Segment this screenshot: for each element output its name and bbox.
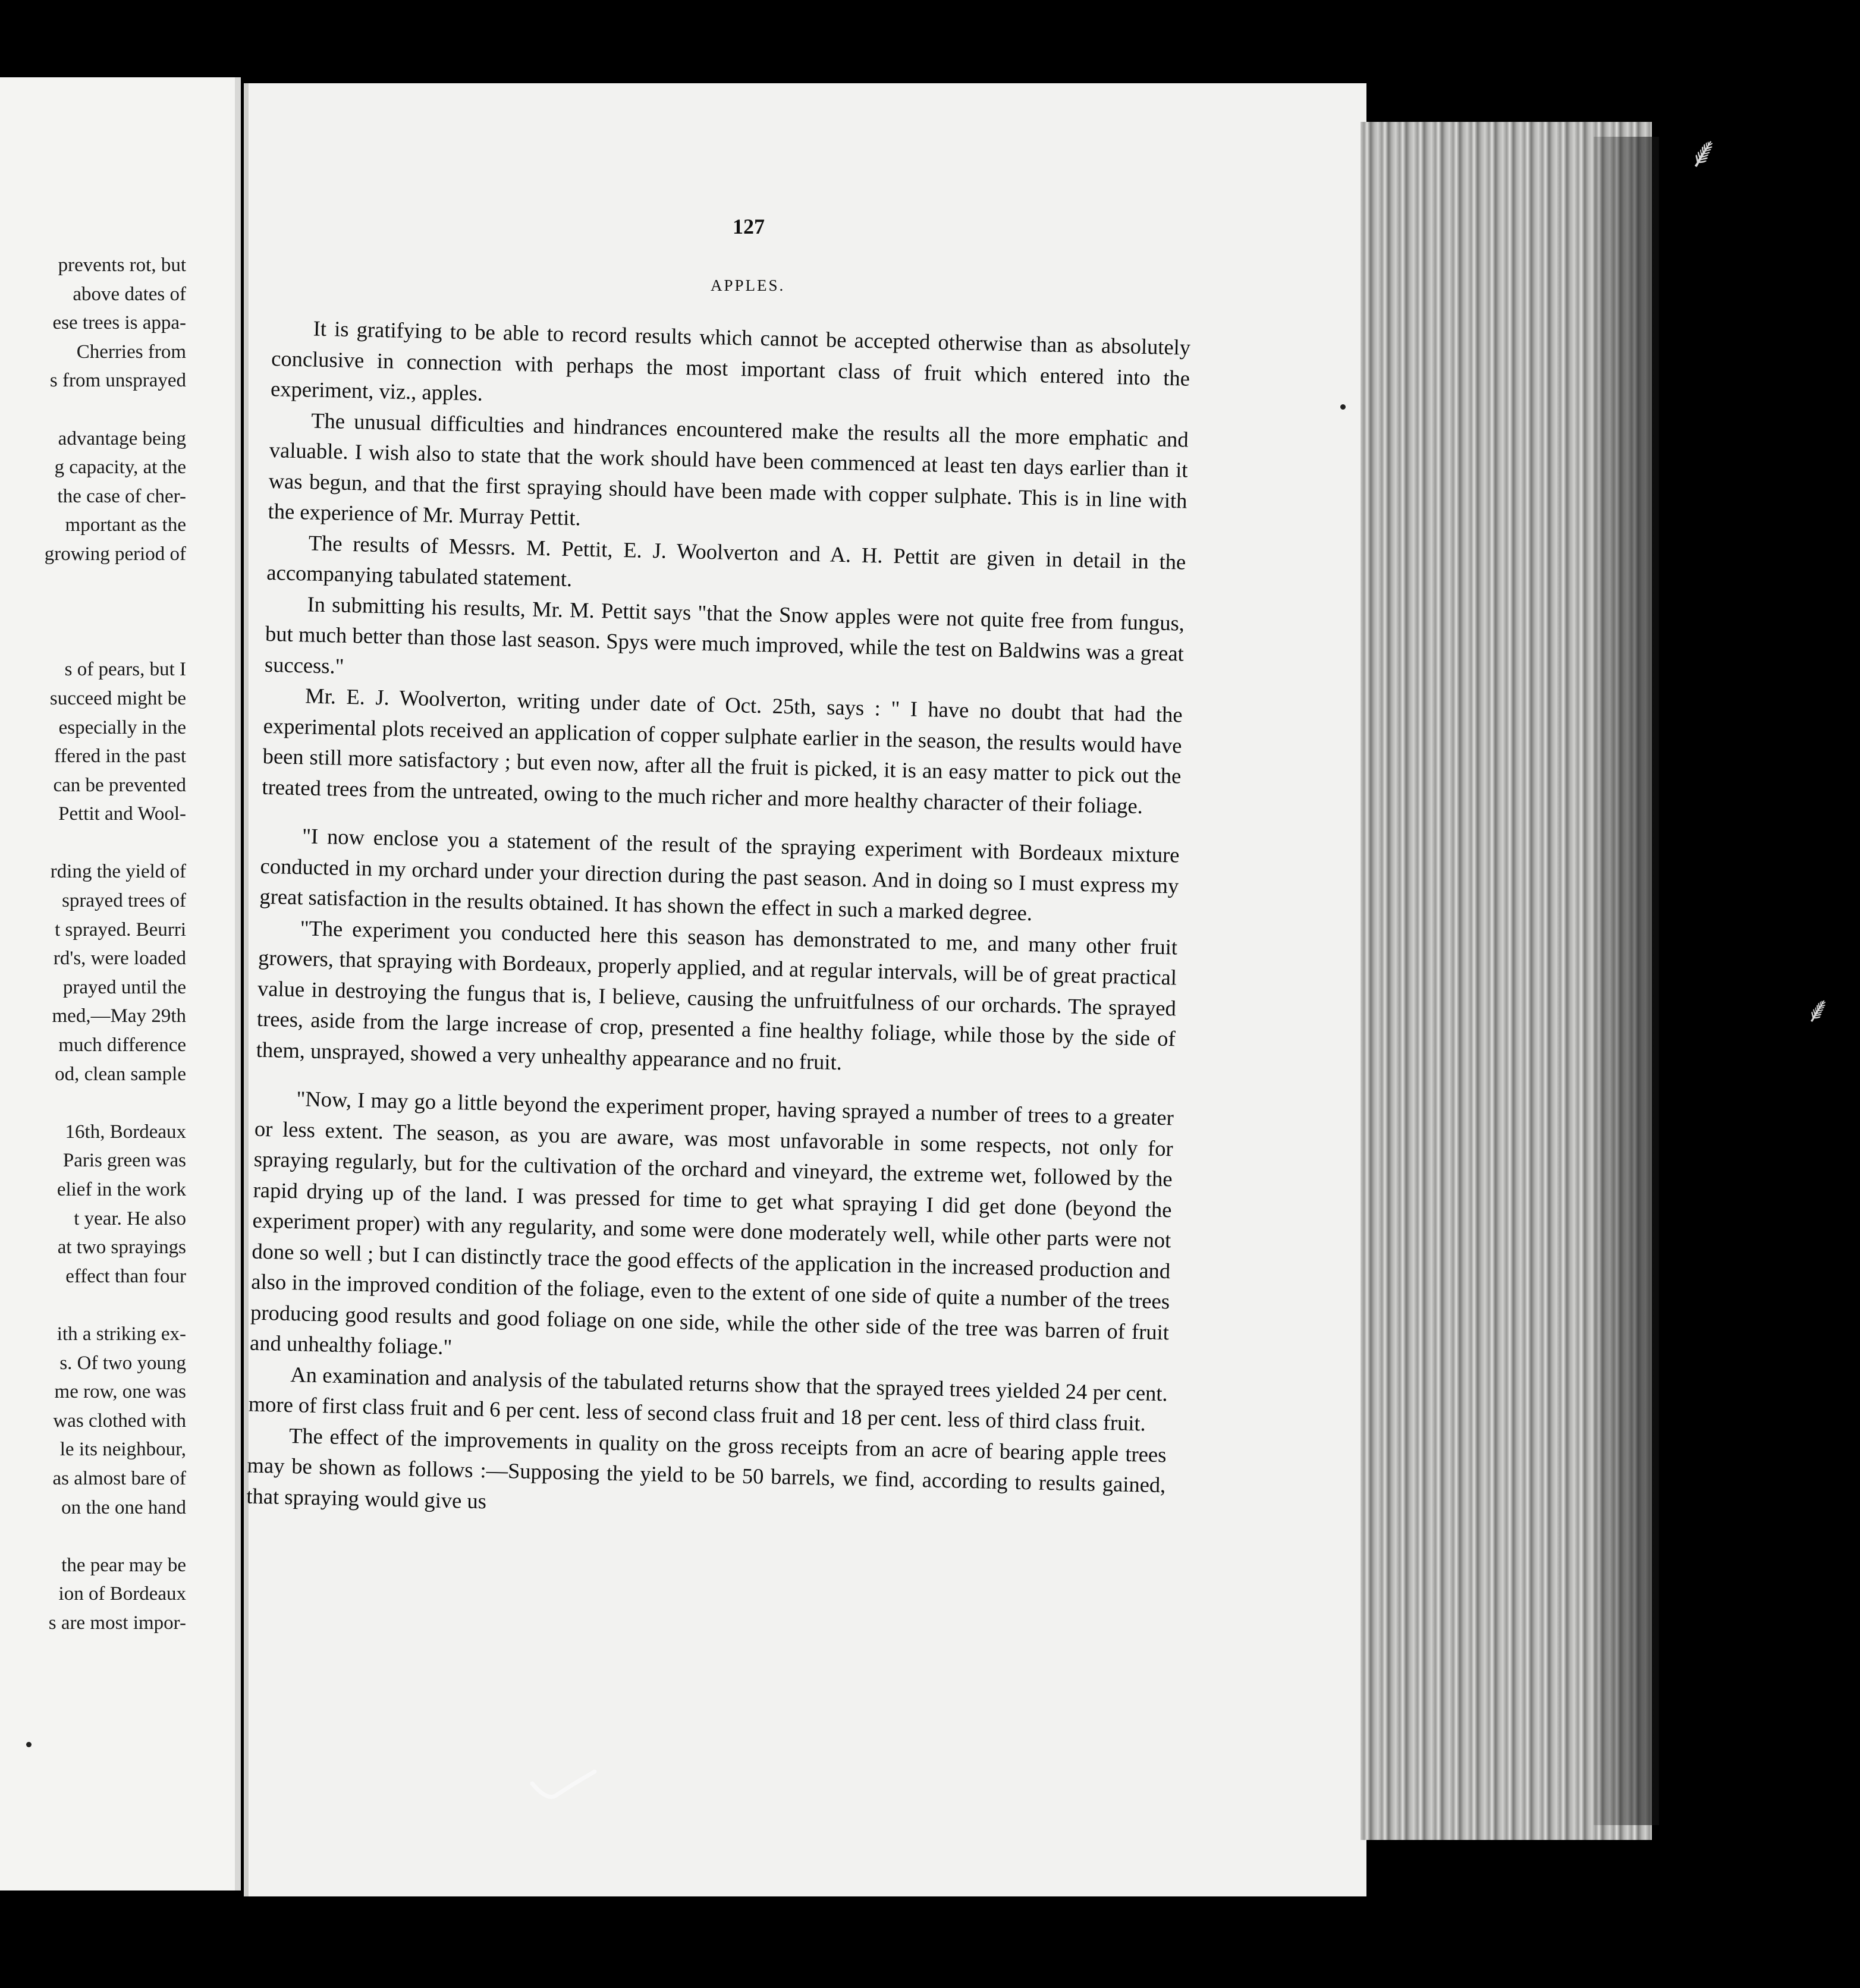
left-page-line: s from unsprayed (49, 370, 186, 392)
left-page-line: t year. He also (74, 1207, 186, 1229)
left-page-line: at two sprayings (57, 1237, 186, 1259)
left-page-line: le its neighbour, (59, 1439, 186, 1461)
left-page-line: g capacity, at the (54, 457, 186, 479)
left-page-line (0, 1089, 186, 1118)
paragraph: "The experiment you conducted here this season has demonstrated to me, and many other fruit growers, that spraying with Bordeaux, properly applied, and at regular intervals, will be of great practical value in destroying the fungus that is, I believe, causing the unfruitfulness of our orchards. The sprayed trees, aside from the large increase of crop, presented a fine healthy foliage, while those by the side of them, unsprayed, showed a very unhealthy appearance and no fruit. (256, 915, 1178, 1074)
left-page (0, 77, 241, 1891)
edge-mark: ⸙ (1805, 989, 1831, 1031)
left-page-line: sprayed trees of (62, 890, 186, 912)
left-page-line: s. Of two young (59, 1352, 186, 1374)
left-page-line: 16th, Bordeaux (65, 1121, 186, 1143)
left-page-line: elief in the work (56, 1179, 186, 1200)
left-page-line: the case of cher- (57, 485, 186, 507)
left-page-line: advantage being (58, 427, 186, 449)
left-page-line: prayed until the (62, 976, 186, 998)
left-page-line: succeed might be (49, 687, 186, 709)
left-page-line (0, 1291, 186, 1320)
left-page-line: ith a striking ex- (56, 1323, 186, 1345)
paragraph: The effect of the improvements in quality on the gross receipts from an acre of bearing apple trees may be shown as follows :—Supposing the yield to be 50 barrels, we find, according to results gained, that spraying would give us (246, 1423, 1167, 1513)
paragraph: An examination and analysis of the tabulated returns show that the sprayed trees yielded 24 per cent. more of first class fruit and 6 per cent. less of second class fruit and 18 per cent. less of third class fruit. (248, 1361, 1168, 1436)
left-page-line: Pettit and Wool- (58, 803, 186, 825)
left-page-line: ese trees is appa- (52, 312, 186, 334)
left-page-line: Cherries from (76, 341, 186, 363)
left-page-line: prevents rot, but (58, 254, 186, 276)
paragraph: "Now, I may go a little beyond the experiment proper, having sprayed a number of trees to a greater or less extent. The season, as you are aware, was most unfavorable in some respects, not only for spraying regularly, but for the cultivation of the orchard and vineyard, the extreme wet, followed by the rapid drying up of the land. I was pressed for time to get what spraying I did get done (beyond the experiment proper) with any regularity, and some were done moderately well, while other parts were not done so well ; but I can distinctly trace the good effects of the application in the increased production and also in the improved condition of the foliage, even to the extent of one side of quite a number of the trees producing good results and good foliage on one side, while the other side of the tree was barren of fruit and unhealthy foliage." (249, 1086, 1174, 1360)
paragraph: The unusual difficulties and hindrances encountered make the results all the more emphatic and valuable. I wish also to state that the work should have been commenced at least ten days earlier than it was begun, and that the first spraying should have been made with copper sulphate. This is in line with the experience of Mr. Murray Pettit. (268, 407, 1189, 530)
left-page-line: effect than four (65, 1265, 186, 1287)
left-page-line: as almost bare of (52, 1467, 186, 1489)
section-title: APPLES. (711, 276, 786, 294)
left-page-line: s of pears, but I (64, 659, 186, 681)
left-page-text (0, 251, 186, 1638)
left-page-line: rd's, were loaded (53, 948, 186, 970)
page-number: 127 (733, 215, 765, 238)
left-page-line (0, 829, 186, 858)
left-page-line: ffered in the past (54, 746, 186, 767)
paragraph: In submitting his results, Mr. M. Pettit says "that the Snow apples were not quite free from fungus, but much better than those last season. Spys were much improved, while the test on Baldwins was a great success." (264, 591, 1185, 678)
left-page-line: rding the yield of (50, 861, 186, 883)
paragraph: The results of Messrs. M. Pettit, E. J. Woolverton and A. H. Pettit are given in detail in the accompanying tabulated statement. (266, 530, 1186, 592)
left-page-line (0, 627, 186, 656)
left-page-line: me row, one was (54, 1381, 186, 1403)
left-page-line: can be prevented (53, 774, 186, 796)
left-page-line: was clothed with (53, 1410, 186, 1432)
left-page-line: much difference (58, 1034, 186, 1056)
left-page-line: od, clean sample (55, 1063, 186, 1085)
left-page-line: t sprayed. Beurri (55, 918, 186, 940)
paragraph: Mr. E. J. Woolverton, writing under date of Oct. 25th, says : " I have no doubt that had the experimental plots received an application of copper sulphate earlier in the season, the results would have been still more satisfactory ; but even now, after all the fruit is picked, it is an easy matter to pick out the treated trees from the untreated, owing to the much richer and more healthy character of their foliage. (262, 683, 1183, 818)
left-page-line: mportant as the (65, 514, 186, 536)
page-edges-shadow (1594, 137, 1659, 1825)
left-page-line: ion of Bordeaux (58, 1583, 186, 1605)
left-page-line: growing period of (44, 543, 186, 565)
paragraph: "I now enclose you a statement of the result of the spraying experiment with Bordeaux mixture conducted in my orchard under your direction during the past season. And in doing so I must express my great satisfaction in the results obtained. It has shown the effect in such a marked degree. (259, 823, 1180, 926)
left-page-line: med,—May 29th (52, 1005, 186, 1027)
left-page-line: especially in the (58, 716, 186, 738)
paragraph: It is gratifying to be able to record results which cannot be accepted otherwise than as absolutely conclusive in connection with perhaps the most important class of fruit which entered into the experiment, viz., apples. (270, 316, 1191, 405)
pencil-check-mark (529, 1769, 601, 1804)
left-page-line (0, 395, 186, 424)
left-page-line (0, 597, 186, 627)
ink-dot (1340, 404, 1346, 410)
left-page-line: s are most impor- (48, 1612, 186, 1634)
left-page-line (0, 1522, 186, 1551)
edge-mark: ⸙ (1688, 127, 1720, 177)
left-page-line: Paris green was (62, 1150, 186, 1172)
left-page-line (0, 569, 186, 598)
ink-dot (26, 1742, 32, 1747)
left-page-line: above dates of (73, 283, 186, 305)
body-text (246, 312, 1191, 1531)
left-page-line: the pear may be (61, 1554, 186, 1576)
left-page-line: on the one hand (61, 1496, 186, 1518)
